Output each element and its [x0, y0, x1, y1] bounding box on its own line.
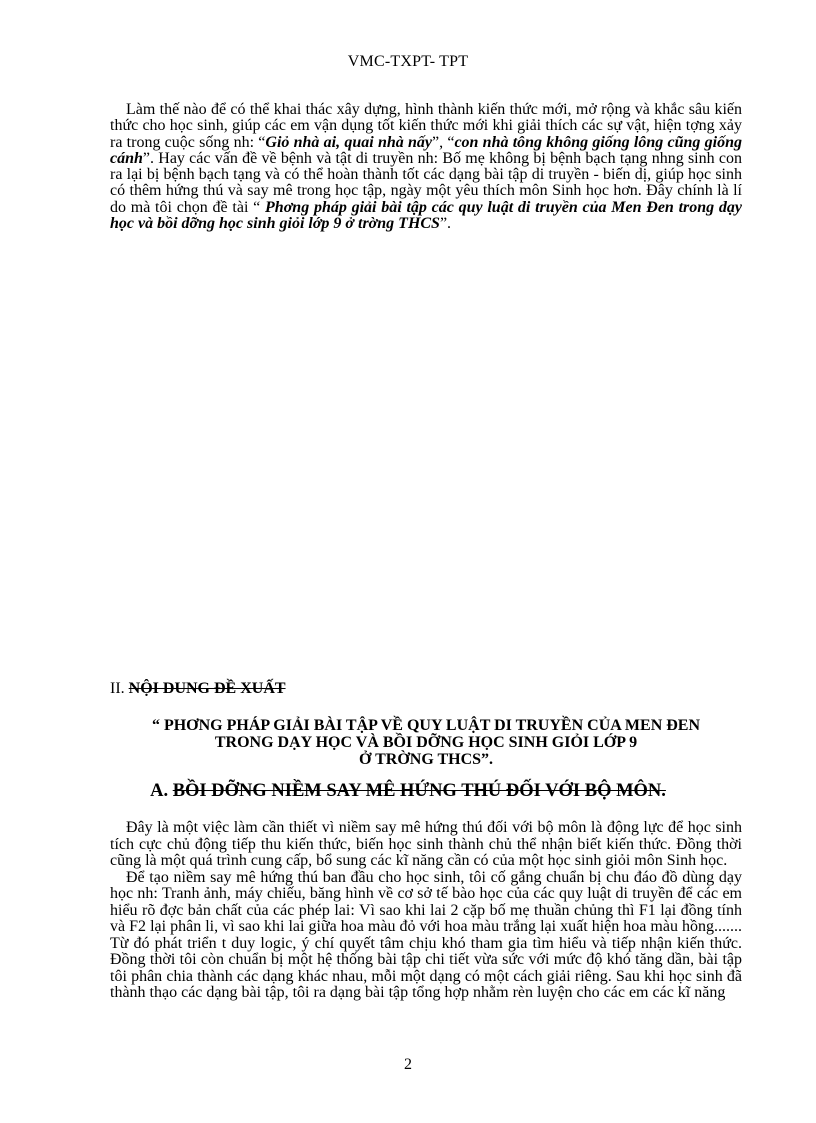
intro-topic: Phơng pháp giải bài tập các quy luật di truyền của Men Đen trong dạy học và bồi dỡng học sinh giỏi lớp 9 ở trờng THCS: [110, 198, 743, 233]
intro-text-2: ”, “: [431, 133, 455, 151]
section-a-body: [110, 820, 742, 1002]
section-2-heading: [110, 680, 286, 698]
subtitle-line-2: TRONG DẠY HỌC VÀ BỒI DỠNG HỌC SINH GIỎI LỚP 9: [214, 734, 638, 751]
subtitle-line-1: “ PHƠNG PHÁP GIẢI BÀI TẬP VỀ QUY LUẬT DI TRUYỀN CỦA MEN ĐEN: [151, 717, 701, 734]
page-header: VMC-TXPT- TPT: [347, 53, 469, 70]
intro-text-1: Làm thế nào để có thể khai thác xây dựng, hình thành kiến thức mới, mở rộng và khắc sâu kiến thức cho học sinh, giúp các em vận dụng tốt kiến thức mới khi giải thích các sự vật, hiện tợng xảy ra trong cuộc sống nh: “: [110, 101, 742, 151]
page-number: 2: [404, 1056, 412, 1073]
body-paragraph-2: Để tạo niềm say mê hứng thú ban đầu cho học sinh, tôi cố gắng chuẩn bị chu đáo đồ dùng dạy học nh: Tranh ảnh, máy chiếu, băng hình về cơ sở tế bào học của các quy luật di truyền để các em hiểu rõ đợc bản chất của các phép lai: Vì sao khi lai 2 cặp bố mẹ thuần chủng thì F1 lại đồng tính và F2 lại phân li, vì sao khi lai giữa hoa màu đỏ với hoa màu trắng lại xuất hiện hoa màu hồng....... Từ đó phát triển t duy logic, ý chí quyết tâm chịu khó tham gia tìm hiểu và tiếp nhận kiến thức. Đồng thời tôi còn chuẩn bị một hệ thống bài tập chi tiết vừa sức với mức độ khó tăng dần, bài tập tôi phân chia thành các dạng khác nhau, mỗi một dạng có một cách giải riêng. Sau khi học sinh đã thành thạo các dạng bài tập, tôi ra dạng bài tập tổng hợp nhằm rèn luyện cho các em các kĩ năng: [110, 868, 742, 1001]
body-paragraph-1: Đây là một việc làm cần thiết vì niềm say mê hứng thú đối với bộ môn là động lực để học sinh tích cực chủ động tiếp thu kiến thức, biến học sinh thành chủ thể nhận biết kiến thức. Đồng thời cũng là một quá trình cung cấp, bổ sung các kĩ năng cần có của một học sinh giỏi môn Sinh học.: [110, 819, 742, 869]
section-a-heading: [0, 781, 816, 802]
section-a-letter: A.: [150, 781, 169, 801]
section-2-title: NỘI DUNG ĐỀ XUẤT: [128, 680, 286, 697]
intro-text-3: ”. Hay các vấn đề về bệnh và tật di truyền nh: Bố mẹ không bị bệnh bạch tạng nhng sinh con ra lại bị bệnh bạch tạng và có thể hoàn thành tốt các dạng bài tập di truyền - biến dị, giúp học sinh có thêm hứng thú và say mê trong học tập, ngày một yêu thích môn Sinh học hơn. Đây chính là lí do mà tôi chọn đề tài “: [110, 149, 742, 216]
intro-paragraph: [110, 102, 742, 232]
section-a-title: BỒI DỠNG NIỀM SAY MÊ HỨNG THÚ ĐỐI VỚI BỘ MÔN.: [172, 781, 666, 801]
section-2-subtitle: [110, 717, 742, 768]
intro-quote-1: Giỏ nhà ai, quai nhà nấy: [265, 133, 432, 151]
subtitle-line-3: Ở TRỜNG THCS”.: [358, 751, 494, 768]
section-2-number: II.: [110, 680, 125, 697]
intro-text-4: ”.: [439, 215, 452, 233]
intro-quote-2: con nhà tông không giống lông cũng giống cánh: [110, 133, 742, 167]
